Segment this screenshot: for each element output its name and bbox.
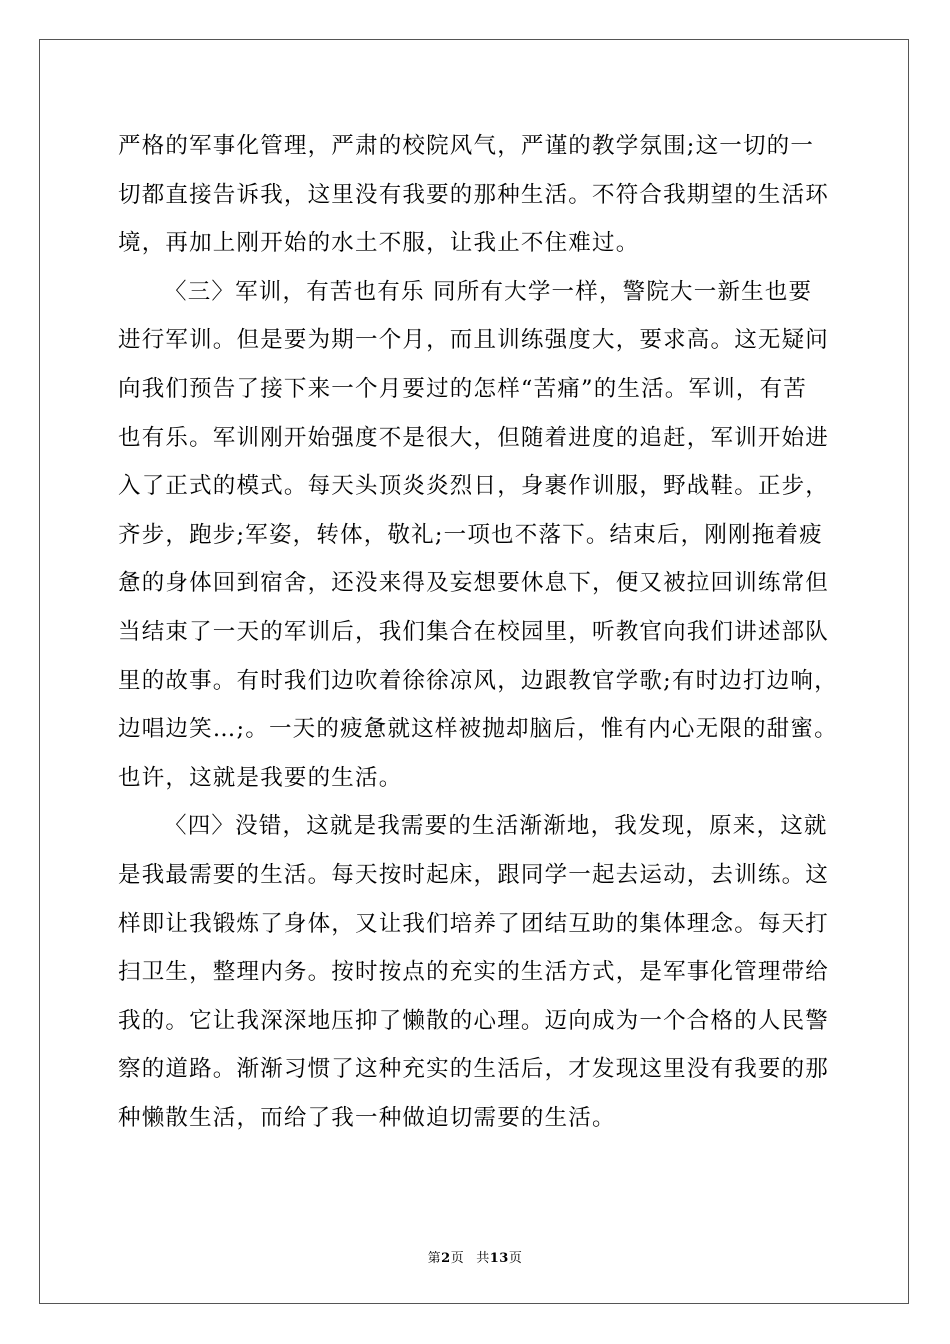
text-line: 境，再加上刚开始的水土不服，让我止不住难过。 [118,230,640,257]
page-number: 2 [441,1251,451,1266]
total-prefix: 共 [476,1251,490,1266]
text-line: 是我最需要的生活。每天按时起床，跟同学一起去运动，去训练。这 [118,861,830,888]
paragraph-1 [118,122,856,268]
text-line: 惫的身体回到宿舍，还没来得及妄想要休息下，便又被拉回训练常但 [118,570,830,597]
text-line: 进行军训。但是要为期一个月，而且训练强度大，要求高。这无疑问 [118,327,830,354]
text-line: 里的故事。有时我们边吹着徐徐凉风，边跟教官学歌;有时边打边响， [118,667,838,694]
text-line: 切都直接告诉我，这里没有我要的那种生活。不符合我期望的生活环 [118,181,830,208]
page-suffix: 页 [450,1251,465,1266]
paragraph-3 [118,802,856,1142]
text-line: 〈三〉军训，有苦也有乐 同所有大学一样，警院大一新生也要 [164,278,813,305]
page-footer [0,1247,950,1266]
text-line: 齐步，跑步;军姿，转体，敬礼;一项也不落下。结束后，刚刚拖着疲 [118,521,823,548]
text-line: 种懒散生活，而给了我一种做迫切需要的生活。 [118,1104,616,1131]
text-line: 也许，这就是我要的生活。 [118,764,403,791]
page-prefix: 第 [427,1251,442,1266]
text-line: 当结束了一天的军训后，我们集合在校园里，听教官向我们讲述部队 [118,618,830,645]
total-pages: 13 [489,1251,509,1266]
text-line: 入了正式的模式。每天头顶炎炎烈日，身裹作训服，野战鞋。正步， [118,473,830,500]
text-line: 察的道路。渐渐习惯了这种充实的生活后，才发现这里没有我要的那 [118,1056,830,1083]
document-body [118,122,856,1142]
paragraph-2 [118,268,856,803]
text-line: 样即让我锻炼了身体，又让我们培养了团结互助的集体理念。每天打 [118,910,830,937]
text-line: 〈四〉没错，这就是我需要的生活渐渐地，我发现，原来，这就 [164,813,828,840]
text-line: 也有乐。军训刚开始强度不是很大，但随着进度的追赶，军训开始进 [118,424,830,451]
text-line: 我的。它让我深深地压抑了懒散的心理。迈向成为一个合格的人民警 [118,1007,830,1034]
text-line: 向我们预告了接下来一个月要过的怎样“苦痛”的生活。军训，有苦 [118,375,808,402]
text-line: 扫卫生，整理内务。按时按点的充实的生活方式，是军事化管理带给 [118,959,830,986]
text-line: 严格的军事化管理，严肃的校院风气，严谨的教学氛围;这一切的一 [118,133,815,159]
total-suffix: 页 [508,1251,523,1266]
text-line: 边唱边笑…;。一天的疲惫就这样被抛却脑后，惟有内心无限的甜蜜。 [118,716,838,743]
